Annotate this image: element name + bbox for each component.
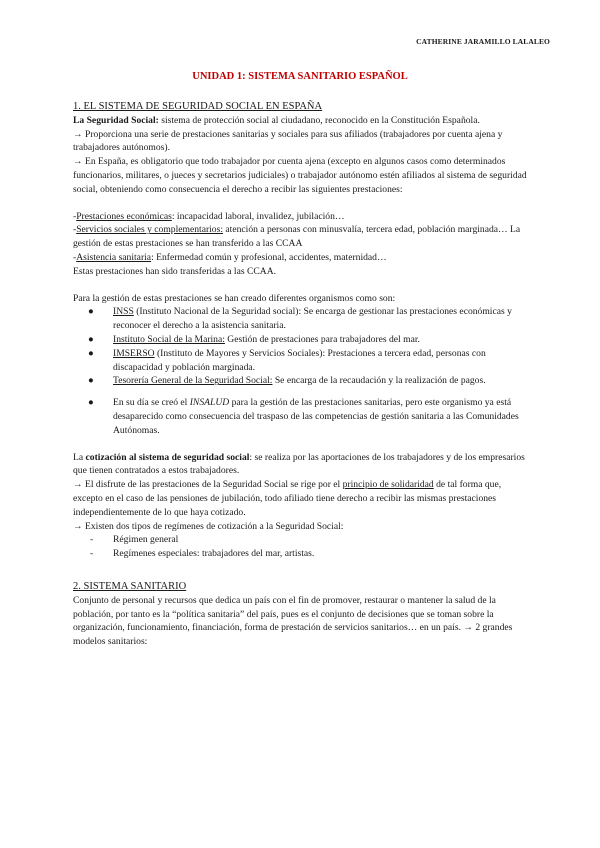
organismos-list (73, 305, 533, 437)
solidaridad-paragraph: → El disfrute de las prestaciones de la Seguridad Social se rige por el principio de solidaridad de tal forma que, excepto en el caso de las pensiones de jubilación, todo afiliado tiene derecho a recibir las mismas prestaciones independientemente de lo que haya cotizado. (73, 479, 502, 518)
list-item: - Regímenes especiales: trabajadores del mar, artistas. (90, 548, 315, 560)
dash-marker: - (90, 534, 94, 546)
organismos-intro: Para la gestión de estas prestaciones se han creado diferentes organismos como son: (73, 292, 396, 304)
prestacion-term: Prestaciones económicas (76, 210, 172, 222)
cotizacion-paragraph: La cotización al sistema de seguridad social: se realiza por las aportaciones de los trabajadores y de los empresarios que tienen contratados a estos trabajadores. (73, 451, 525, 477)
definition-term: La Seguridad Social: (73, 114, 159, 126)
author-name: CATHERINE JARAMILLO LALALEO (416, 37, 550, 46)
unit-title: UNIDAD 1: SISTEMA SANITARIO ESPAÑOL (192, 71, 408, 82)
solidaridad-term: principio de solidaridad (342, 479, 434, 491)
organismo-term: IMSERSO (113, 347, 155, 359)
list-item: ● INSS (Instituto Nacional de la Seguridad social): Se encarga de gestionar las prestaciones económicas y reconocer el derecho a la asistencia sanitaria. (88, 306, 512, 332)
bullet-icon: ● (88, 375, 94, 387)
bullet-icon: ● (88, 306, 94, 318)
definition-text: sistema de protección social al ciudadano, reconocido en la Constitución Española. (158, 114, 480, 126)
arrow-paragraph-2: → En España, es obligatorio que todo trabajador por cuenta ajena (excepto en algunos casos como determinados funcionarios, militares, o jueces y secretarios judiciales) o trabajador autónomo estén afiliados al sistema de seguridad social, obteniendo como consecuencia el derecho a recibir las siguientes prestaciones: (73, 156, 527, 195)
list-item: - Régimen general (90, 534, 179, 546)
bullet-icon: ● (88, 347, 94, 359)
organismo-term: INSS (113, 306, 134, 318)
transfer-note: Estas prestaciones han sido transferidas a las CCAA. (73, 265, 277, 277)
dash-marker: - (90, 548, 94, 560)
organismo-term: Tesorería General de la Seguridad Social: (113, 375, 273, 387)
regimenes-intro: → Existen dos tipos de regímenes de cotización a la Seguridad Social: (73, 520, 344, 532)
prestacion-term: Asistencia sanitaria (76, 251, 152, 263)
prestacion-item: -Asistencia sanitaria: Enfermedad común y profesional, accidentes, maternidad… (73, 251, 387, 263)
list-item: ● Tesorería General de la Seguridad Social: Se encarga de la recaudación y la realización de pagos. (88, 375, 486, 387)
prestacion-item: -Prestaciones económicas: incapacidad laboral, invalidez, jubilación… (73, 210, 345, 222)
bullet-icon: ● (88, 333, 94, 345)
organismo-term: Instituto Social de la Marina: (113, 333, 225, 345)
section2-heading: 2. SISTEMA SANITARIO (73, 580, 187, 592)
definition-paragraph (73, 114, 533, 128)
section2-paragraph: Conjunto de personal y recursos que dedica un país con el fin de promover, restaurar o mantener la salud de la población, por tanto es la “política sanitaria” del país, pues es el conjunto de decisiones que se toman sobre la organización, funcionamiento, financiación, forma de prestación de servicios sanitarios… en un país. → 2 grandes modelos sanitarios: (73, 594, 513, 648)
prestacion-item: -Servicios sociales y complementarios: atención a personas con minusvalía, tercera edad, población marginada… La gestión de estas prestaciones se han transferido a las CCAA (73, 224, 521, 250)
document-body (73, 100, 533, 649)
section1-heading: 1. EL SISTEMA DE SEGURIDAD SOCIAL EN ESPAÑA (73, 101, 323, 112)
regimenes-list (73, 533, 533, 561)
arrow-paragraph-1: → Proporciona una serie de prestaciones sanitarias y sociales para sus afiliados (trabajadores por cuenta ajena y trabajadores autónomos). (73, 128, 503, 154)
list-item: ● Instituto Social de la Marina: Gestión de prestaciones para trabajadores del mar. (88, 333, 420, 345)
insalud-term: INSALUD (189, 397, 230, 409)
prestacion-term: Servicios sociales y complementarios: (76, 224, 224, 236)
list-item: ● IMSERSO (Instituto de Mayores y Servicios Sociales): Prestaciones a tercera edad, personas con discapacidad y población marginada. (88, 347, 486, 373)
list-item: ● En su día se creó el INSALUD para la gestión de las prestaciones sanitarias, pero este organismo ya está desaparecido como consecuencia del traspaso de las competencias de gestión sanitaria a las Comunidades Autónomas. (88, 397, 519, 436)
bullet-icon: ● (88, 397, 94, 409)
cotizacion-term: cotización al sistema de seguridad social (85, 451, 250, 463)
